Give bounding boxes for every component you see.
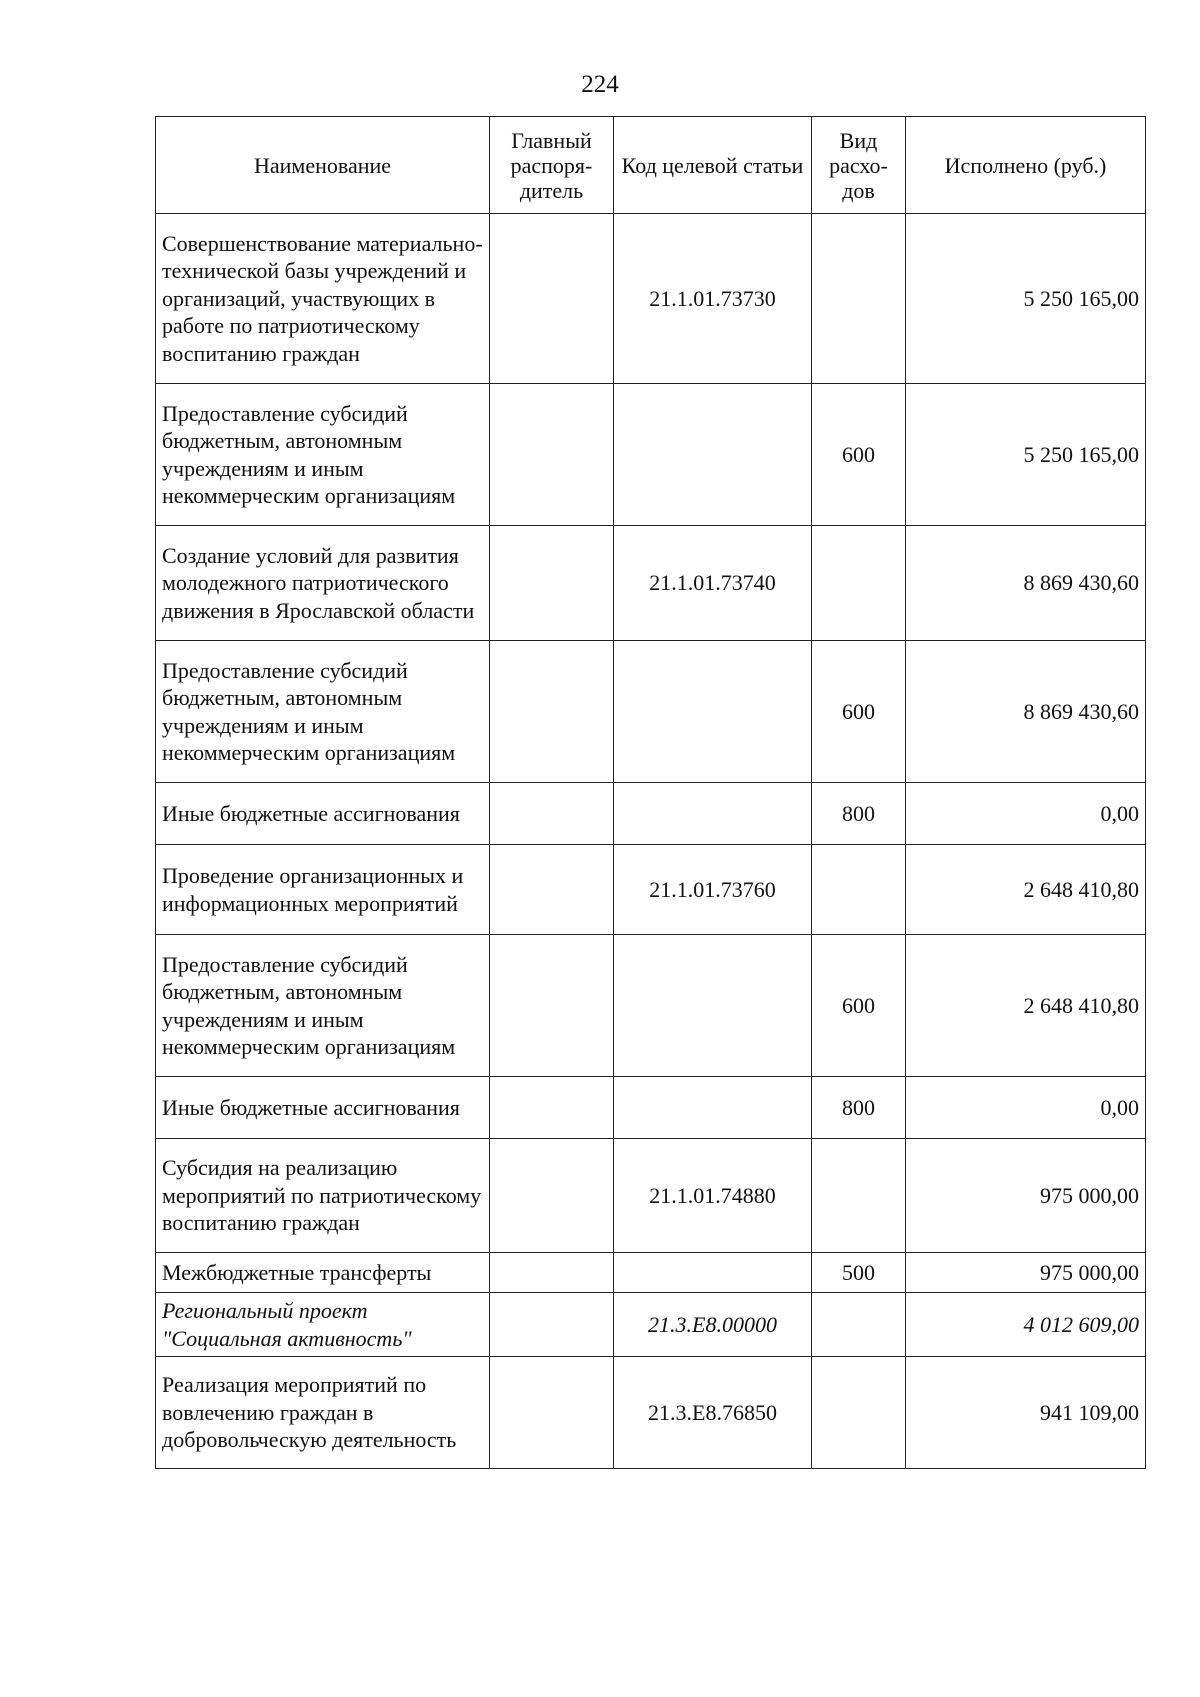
row-expense-type-cell: 500	[812, 1253, 906, 1293]
row-target-code-cell	[614, 783, 812, 845]
table-row	[156, 1077, 1146, 1139]
row-expense-type-cell: 600	[812, 384, 906, 526]
table-row	[156, 1253, 1146, 1293]
row-executed-amount-cell: 975 000,00	[906, 1139, 1146, 1253]
row-executed-amount-cell: 8 869 430,60	[906, 641, 1146, 783]
row-target-code-cell: 21.1.01.73730	[614, 214, 812, 384]
row-expense-type-cell	[812, 1293, 906, 1357]
row-chief-administrator-cell	[490, 935, 614, 1077]
row-name-cell: Иные бюджетные ассигнования	[156, 783, 490, 845]
row-expense-type-cell	[812, 214, 906, 384]
row-target-code-cell	[614, 1077, 812, 1139]
row-expense-type-cell	[812, 1139, 906, 1253]
row-executed-amount-cell: 5 250 165,00	[906, 214, 1146, 384]
row-chief-administrator-cell	[490, 1077, 614, 1139]
row-name-cell: Совершенствование материально-технической базы учреждений и организаций, участвующих в работе по патриотическому воспитанию граждан	[156, 214, 490, 384]
row-expense-type-cell: 600	[812, 641, 906, 783]
row-chief-administrator-cell	[490, 641, 614, 783]
table-row	[156, 526, 1146, 641]
row-name-cell: Проведение организационных и информационных мероприятий	[156, 845, 490, 935]
row-target-code-cell: 21.3.E8.76850	[614, 1357, 812, 1469]
page-number: 224	[581, 71, 619, 98]
row-executed-amount-cell: 975 000,00	[906, 1253, 1146, 1293]
header-expense-type: Вид расхо-дов	[812, 117, 906, 214]
header-row	[156, 117, 1146, 214]
table-row	[156, 1357, 1146, 1469]
header-executed-amount: Исполнено (руб.)	[906, 117, 1146, 214]
row-target-code-cell: 21.3.E8.00000	[614, 1293, 812, 1357]
table-row	[156, 641, 1146, 783]
row-chief-administrator-cell	[490, 783, 614, 845]
row-expense-type-cell	[812, 845, 906, 935]
table-row	[156, 1139, 1146, 1253]
row-executed-amount-cell: 2 648 410,80	[906, 935, 1146, 1077]
table-body	[156, 214, 1146, 1469]
row-chief-administrator-cell	[490, 1293, 614, 1357]
row-executed-amount-cell: 941 109,00	[906, 1357, 1146, 1469]
row-executed-amount-cell: 0,00	[906, 783, 1146, 845]
row-executed-amount-cell: 2 648 410,80	[906, 845, 1146, 935]
row-executed-amount-cell: 0,00	[906, 1077, 1146, 1139]
row-chief-administrator-cell	[490, 1357, 614, 1469]
row-chief-administrator-cell	[490, 384, 614, 526]
table-header	[156, 117, 1146, 214]
table-row	[156, 1293, 1146, 1357]
table-row	[156, 845, 1146, 935]
row-target-code-cell	[614, 384, 812, 526]
row-target-code-cell: 21.1.01.74880	[614, 1139, 812, 1253]
row-name-cell: Создание условий для развития молодежного патриотического движения в Ярославской области	[156, 526, 490, 641]
row-executed-amount-cell: 8 869 430,60	[906, 526, 1146, 641]
row-executed-amount-cell: 4 012 609,00	[906, 1293, 1146, 1357]
row-expense-type-cell	[812, 526, 906, 641]
row-target-code-cell: 21.1.01.73740	[614, 526, 812, 641]
table-row	[156, 783, 1146, 845]
row-name-cell: Иные бюджетные ассигнования	[156, 1077, 490, 1139]
budget-execution-table	[155, 116, 1146, 1469]
row-executed-amount-cell: 5 250 165,00	[906, 384, 1146, 526]
row-chief-administrator-cell	[490, 526, 614, 641]
row-name-cell: Предоставление субсидий бюджетным, автономным учреждениям и иным некоммерческим организациям	[156, 641, 490, 783]
header-chief-administrator: Главный распоря-дитель	[490, 117, 614, 214]
header-target-code: Код целевой статьи	[614, 117, 812, 214]
row-target-code-cell	[614, 935, 812, 1077]
row-name-cell: Межбюджетные трансферты	[156, 1253, 490, 1293]
row-expense-type-cell	[812, 1357, 906, 1469]
table-row	[156, 935, 1146, 1077]
row-name-cell: Субсидия на реализацию мероприятий по патриотическому воспитанию граждан	[156, 1139, 490, 1253]
row-chief-administrator-cell	[490, 1139, 614, 1253]
row-target-code-cell: 21.1.01.73760	[614, 845, 812, 935]
row-name-cell: Региональный проект "Социальная активность"	[156, 1293, 490, 1357]
table-row	[156, 384, 1146, 526]
row-chief-administrator-cell	[490, 1253, 614, 1293]
row-target-code-cell	[614, 641, 812, 783]
row-name-cell: Предоставление субсидий бюджетным, автономным учреждениям и иным некоммерческим организациям	[156, 384, 490, 526]
header-name: Наименование	[156, 117, 490, 214]
row-expense-type-cell: 800	[812, 1077, 906, 1139]
row-name-cell: Предоставление субсидий бюджетным, автономным учреждениям и иным некоммерческим организациям	[156, 935, 490, 1077]
table-row	[156, 214, 1146, 384]
row-expense-type-cell: 600	[812, 935, 906, 1077]
row-target-code-cell	[614, 1253, 812, 1293]
row-name-cell: Реализация мероприятий по вовлечению граждан в добровольческую деятельность	[156, 1357, 490, 1469]
row-chief-administrator-cell	[490, 845, 614, 935]
row-expense-type-cell: 800	[812, 783, 906, 845]
row-chief-administrator-cell	[490, 214, 614, 384]
